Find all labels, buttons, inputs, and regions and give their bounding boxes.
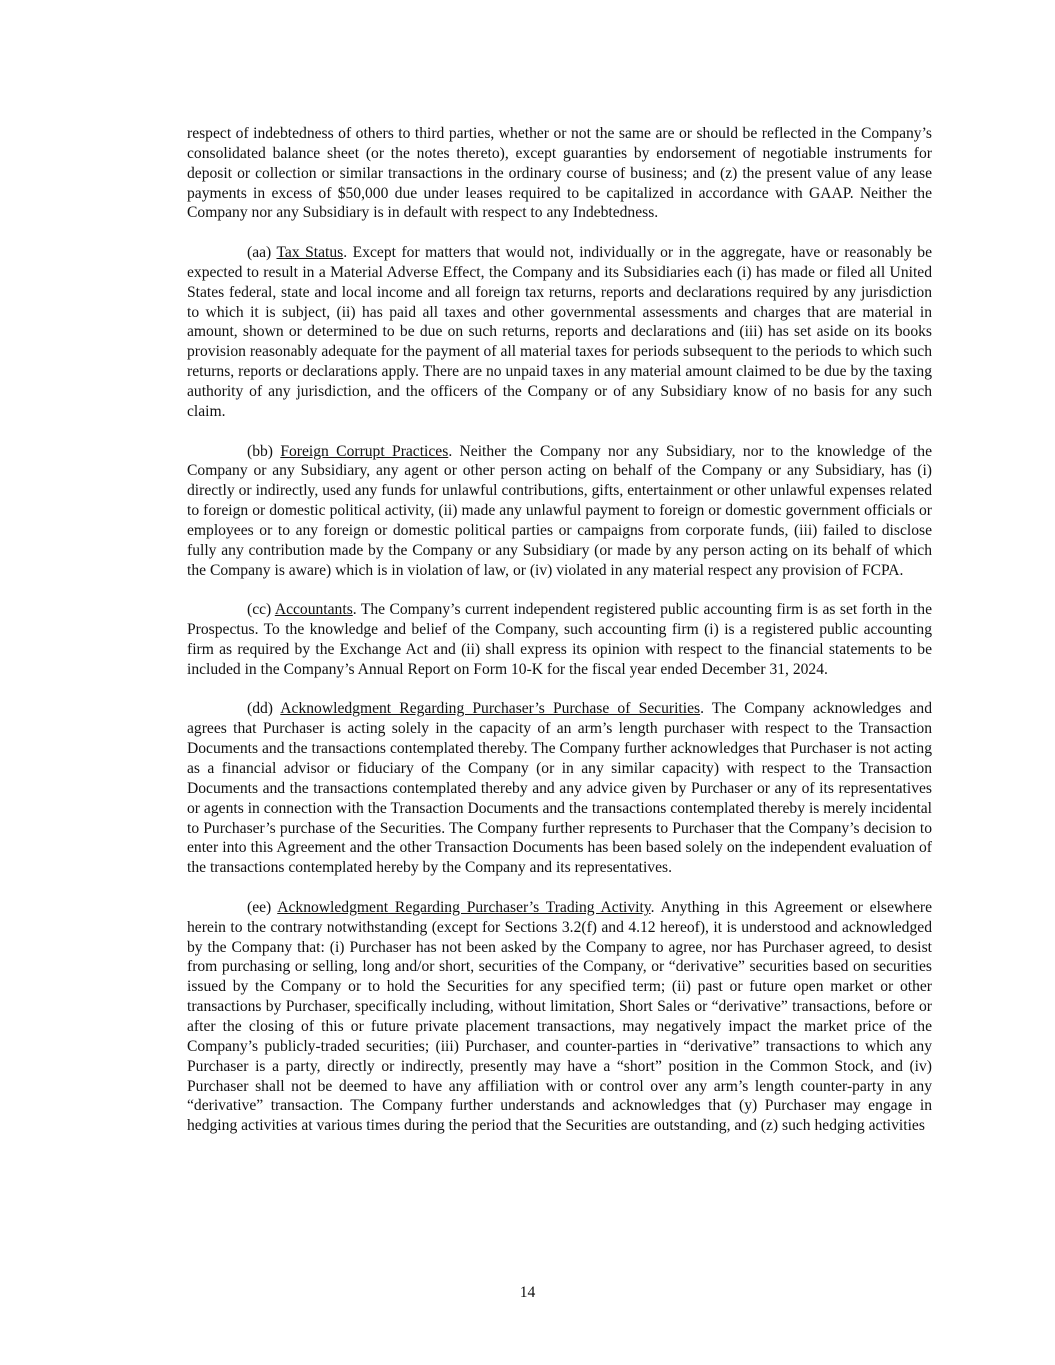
page-number: 14 <box>519 1284 536 1301</box>
section-label: (aa) <box>247 244 272 262</box>
section-label: (cc) <box>247 601 272 619</box>
section-label: (bb) <box>247 442 273 460</box>
section-bb-foreign-corrupt-practices <box>187 442 932 581</box>
section-heading: Acknowledgment Regarding Purchaser’s Purchase of Securities <box>280 700 701 718</box>
section-text: . The Company’s current independent registered public accounting firm is as set forth in the Prospectus. To the knowledge and belief of the Company, such accounting firm (i) is a registered public accounting firm as required by the Exchange Act and (ii) shall express its opinion with respect to the financial statements to be included in the Company’s Annual Report on Form 10-K for the fiscal year ended December 31, 2024. <box>187 601 932 678</box>
section-text: . Anything in this Agreement or elsewhere herein to the contrary notwithstanding (except for Sections 3.2(f) and 4.12 hereof), it is understood and acknowledged by the Company that: (i) Purchaser has not been asked by the Company to agree, nor has Purchaser agreed, to desist from purchasing or selling, long and/or short, securities of the Company, or “derivative” securities based on securities issued by the Company or to hold the Securities for any specified term; (ii) past or future open market or other transactions by Purchaser, specifically including, without limitation, Short Sales or “derivative” transactions, before or after the closing of this or future private placement transactions, may negatively impact the market price of the Company’s publicly-traded securities; (iii) Purchaser, and counter-parties in “derivative” transactions to which any Purchaser is a party, directly or indirectly, presently may have a “short” position in the Common Stock, and (iv) Purchaser shall not be deemed to have any affiliation with or control over any arm’s length counter-party in any “derivative” transaction. The Company further understands and acknowledges that (y) Purchaser may engage in hedging activities at various times during the period that the Securities are outstanding, and (z) such hedging activities <box>187 898 932 1135</box>
section-label: (ee) <box>247 898 272 916</box>
section-text: . Neither the Company nor any Subsidiary, nor to the knowledge of the Company or any Subsidiary, any agent or other person acting on behalf of the Company or any Subsidiary, has (i) directly or indirectly, used any funds for unlawful contributions, gifts, entertainment or other unlawful expenses related to foreign or domestic political activity, (ii) made any unlawful payment to foreign or domestic government officials or employees or to any foreign or domestic political parties or campaigns from corporate funds, (iii) failed to disclose fully any contribution made by the Company or any Subsidiary (or made by any person acting on its behalf of which the Company is aware) which is in violation of law, or (iv) violated in any material respect any provision of FCPA. <box>187 442 932 579</box>
section-dd-purchase-acknowledgment <box>187 699 932 878</box>
section-cc-accountants <box>187 600 932 679</box>
section-text: . Except for matters that would not, individually or in the aggregate, have or reasonably be expected to result in a Material Adverse Effect, the Company and its Subsidiaries each (i) has made or filed all United States federal, state and local income and all foreign tax returns, reports and declarations required by any jurisdiction to which it is subject, (ii) has paid all taxes and other governmental assessments and charges that are material in amount, shown or determined to be due on such returns, reports and declarations and (iii) has set aside on its books provision reasonably adequate for the payment of all material taxes for periods subsequent to the periods to which such returns, reports or declarations apply. There are no unpaid taxes in any material amount claimed to be due by the taxing authority of any jurisdiction, and the officers of the Company or of any Subsidiary know of no basis for any such claim. <box>187 244 933 420</box>
section-heading: Tax Status <box>276 244 344 262</box>
section-heading: Foreign Corrupt Practices <box>280 442 449 460</box>
section-ee-trading-acknowledgment <box>187 898 932 1136</box>
document-body <box>187 124 932 1156</box>
section-heading: Acknowledgment Regarding Purchaser’s Trading Activity <box>277 898 651 916</box>
section-heading: Accountants <box>274 601 353 619</box>
continued-paragraph: respect of indebtedness of others to third parties, whether or not the same are or should be reflected in the Company’s consolidated balance sheet (or the notes thereto), except guaranties by endorsement of negotiable instruments for deposit or collection or similar transactions in the ordinary course of business; and (z) the present value of any lease payments in excess of $50,000 due under leases required to be capitalized in accordance with GAAP. Neither the Company nor any Subsidiary is in default with respect to any Indebtedness. <box>187 125 932 222</box>
section-text: . The Company acknowledges and agrees that Purchaser is acting solely in the capacity of an arm’s length purchaser with respect to the Transaction Documents and the transactions contemplated thereby. The Company further acknowledges that Purchaser is not acting as a financial advisor or fiduciary of the Company (or in any similar capacity) with respect to the Transaction Documents and the transactions contemplated thereby and any advice given by Purchaser or any of its representatives or agents in connection with the Transaction Documents and the transactions contemplated thereby is merely incidental to Purchaser’s purchase of the Securities. The Company further represents to Purchaser that the Company’s decision to enter into this Agreement and the other Transaction Documents has been based solely on the independent evaluation of the transactions contemplated hereby by the Company and its representatives. <box>187 700 932 877</box>
section-aa-tax-status <box>187 243 932 422</box>
section-label: (dd) <box>247 700 273 718</box>
